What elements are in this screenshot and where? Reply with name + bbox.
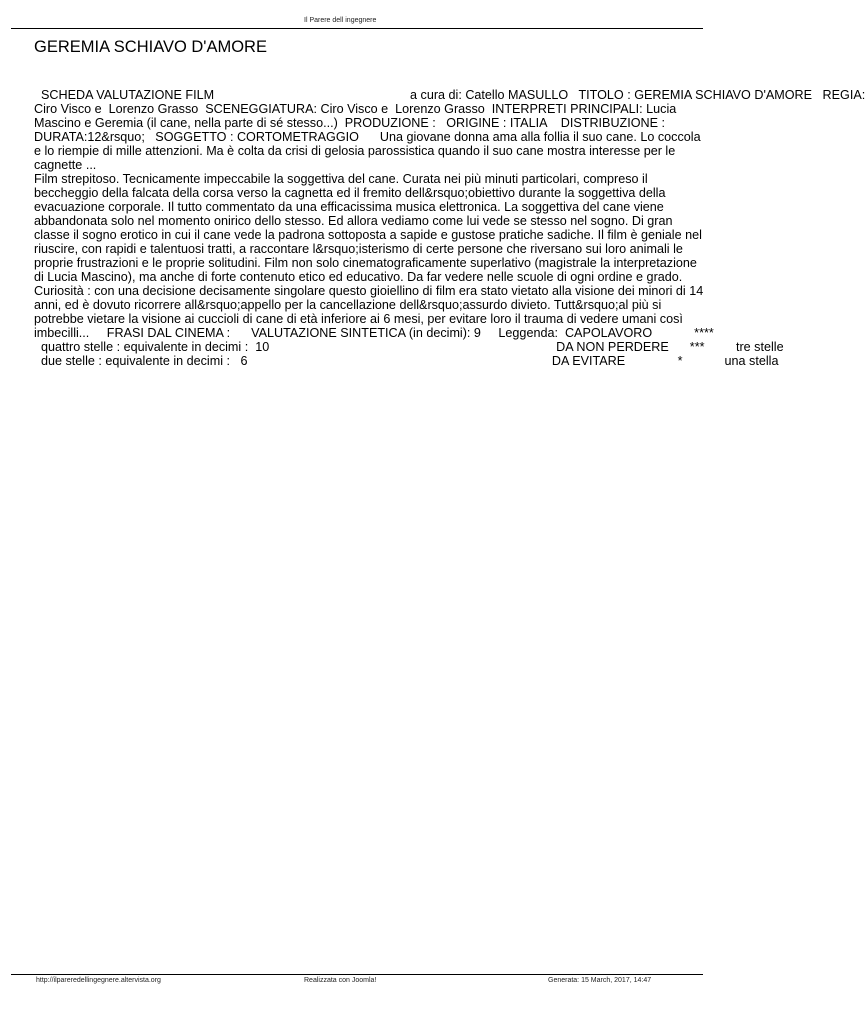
body-line: Film strepitoso. Tecnicamente impeccabile la soggettiva del cane. Curata nei più minuti particolari, compreso il xyxy=(34,172,648,186)
body-line: quattro stelle : equivalente in decimi : 10 DA NON PERDERE *** tre stelle xyxy=(34,340,784,354)
footer-made-with: Realizzata con Joomla! xyxy=(304,977,377,984)
body-line: DURATA:12&rsquo; SOGGETTO : CORTOMETRAGGIO Una giovane donna ama alla follia il suo cane. Lo coccola xyxy=(34,130,701,144)
footer-url[interactable]: http://ilpareredellingegnere.altervista.org xyxy=(36,977,161,984)
body-line: Curiosità : con una decisione decisamente singolare questo gioiellino di film era stato vietato alla visione dei minori di 14 xyxy=(34,284,704,298)
site-title: Il Parere dell ingegnere xyxy=(304,17,377,24)
body-line: riuscire, con rapidi e talentuosi tratti, a raccontare l&rsquo;isterismo di certe persone che riversano sui loro animali le xyxy=(34,242,683,256)
body-line: Ciro Visco e Lorenzo Grasso SCENEGGIATURA: Ciro Visco e Lorenzo Grasso INTERPRETI PRINCIPALI: Lucia xyxy=(34,102,677,116)
body-line: SCHEDA VALUTAZIONE FILM a cura di: Catello MASULLO TITOLO : GEREMIA SCHIAVO D'AMORE REGIA: xyxy=(34,88,865,102)
body-line: Mascino e Geremia (il cane, nella parte di sé stesso...) PRODUZIONE : ORIGINE : ITALIA DISTRIBUZIONE : xyxy=(34,116,666,130)
body-line: abbandonata solo nel momento onirico dello stesso. Ed allora vediamo come lui vede se stesso nel sogno. Di gran xyxy=(34,214,673,228)
body-line: proprie frustrazioni e le proprie solitudini. Film non solo cinematograficamente superlativo (magistrale la interpretazione xyxy=(34,256,697,270)
body-line: di Lucia Mascino), ma anche di forte contenuto etico ed educativo. Da far vedere nelle scuole di ogni ordine e grado. xyxy=(34,270,683,284)
body-line: cagnette ... xyxy=(34,158,97,172)
body-line: potrebbe vietare la visione ai cuccioli di cane di età inferiore ai 6 mesi, per evitare loro il trauma di vedere umani così xyxy=(34,312,683,326)
body-line: due stelle : equivalente in decimi : 6 DA EVITARE * una stella xyxy=(34,354,779,368)
body-line: evacuazione corporale. Il tutto commentato da una efficacissima musica elettronica. La soggettiva del cane viene xyxy=(34,200,664,214)
body-line: anni, ed è dovuto ricorrere all&rsquo;appello per la cancellazione dell&rsquo;assurdo divieto. Tutt&rsquo;al più si xyxy=(34,298,662,312)
body-line: classe il sogno erotico in cui il cane vede la padrona sottoposta a sapide e gustose pratiche sadiche. Il film è geniale nel xyxy=(34,228,702,242)
body-line: beccheggio della falcata della corsa verso la cagnetta ed il fremito dell&rsquo;obiettivo durante la soggettiva della xyxy=(34,186,666,200)
body-line: imbecilli... FRASI DAL CINEMA : VALUTAZIONE SINTETICA (in decimi): 9 Leggenda: CAPOLAVORO **** xyxy=(34,326,714,340)
article-title: GEREMIA SCHIAVO D'AMORE xyxy=(34,38,267,56)
header-rule xyxy=(11,28,703,29)
body-line: e lo riempie di mille attenzioni. Ma è colta da crisi di gelosia parossistica quando il suo cane mostra interesse per le xyxy=(34,144,676,158)
footer-rule xyxy=(11,974,703,975)
footer-generated: Generata: 15 March, 2017, 14:47 xyxy=(548,977,652,984)
